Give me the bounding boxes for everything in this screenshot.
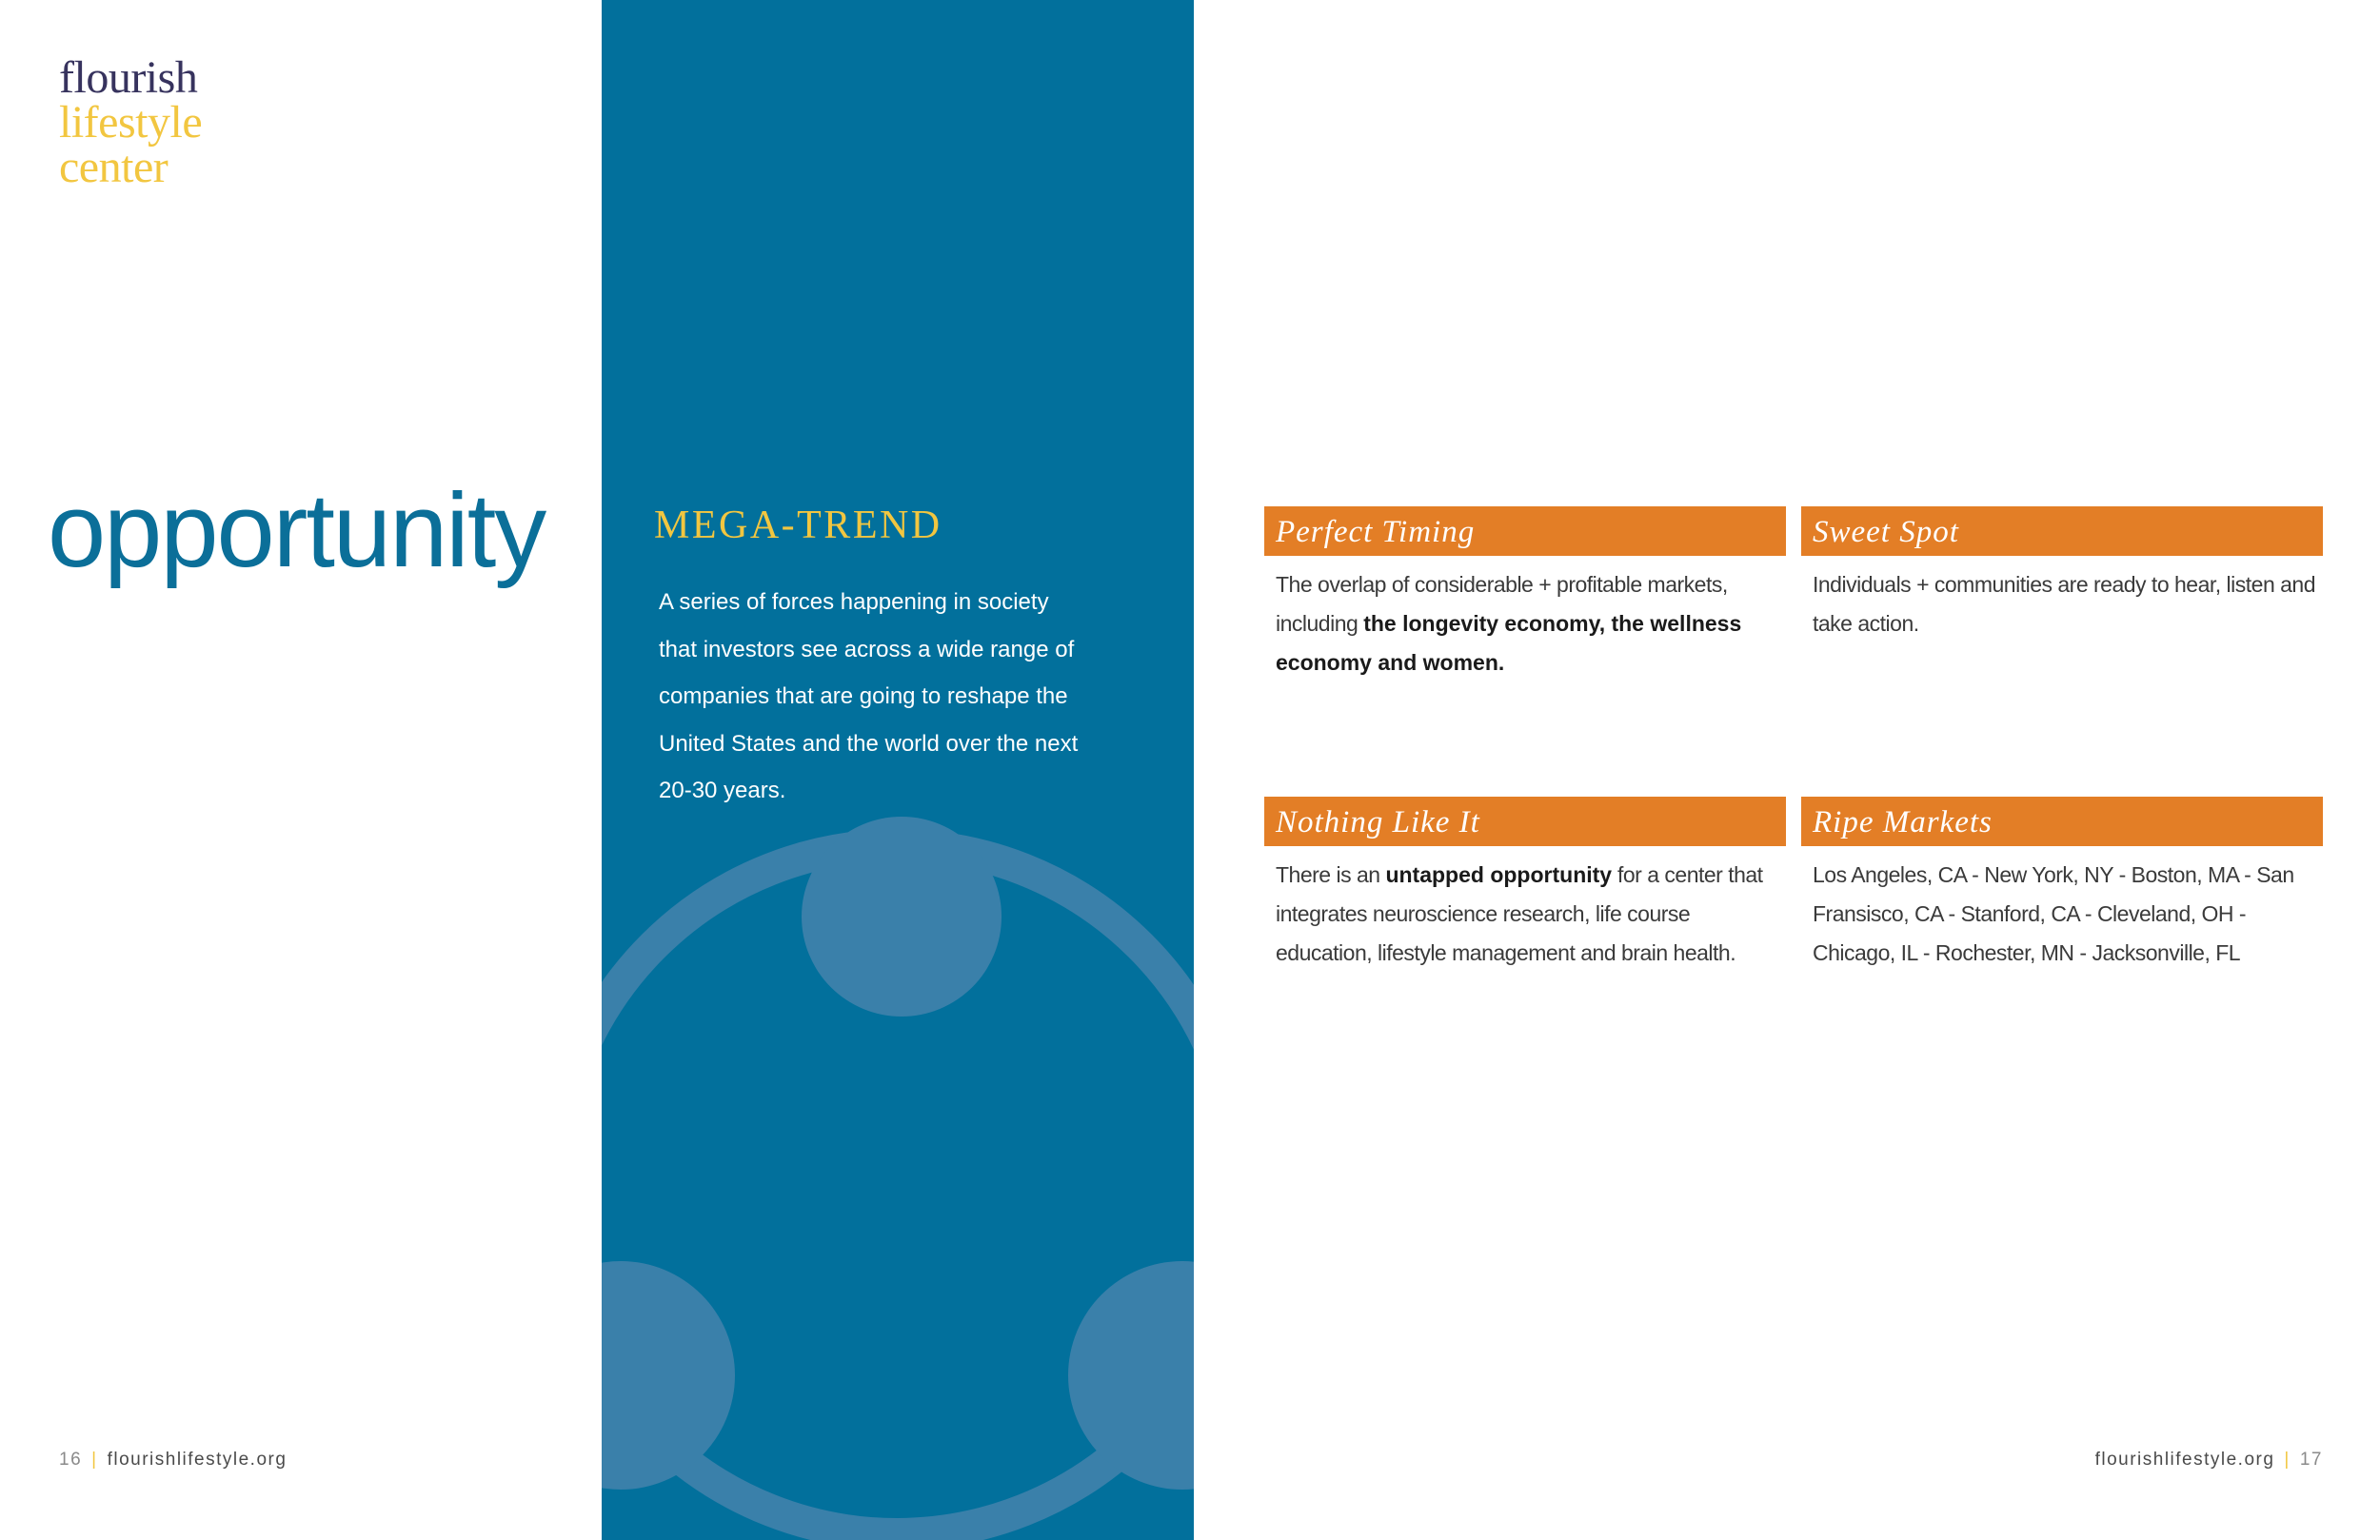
left-node-circle xyxy=(602,1261,735,1490)
logo-word-lifestyle: lifestyle xyxy=(59,97,203,148)
footer-separator: | xyxy=(2284,1450,2291,1470)
page-title: opportunity xyxy=(48,472,545,589)
card-text xyxy=(1264,856,1786,973)
footer-left xyxy=(59,1450,287,1471)
footer-right xyxy=(2095,1450,2323,1471)
top-node-circle xyxy=(802,817,1002,1017)
card-text-bold: untapped opportunity xyxy=(1385,862,1613,887)
card-text xyxy=(1264,565,1786,682)
brand-logo xyxy=(59,52,203,192)
card-text-bold: the longevity economy, the wellness economy and women. xyxy=(1276,611,1742,675)
card-ripe-markets xyxy=(1801,797,2323,973)
footer-separator: | xyxy=(91,1450,98,1470)
logo-word-center: center xyxy=(59,142,169,192)
card-text-plain: The overlap of considerable + profitable markets, including xyxy=(1276,572,1728,636)
right-node-circle xyxy=(1068,1261,1194,1490)
card-nothing-like-it xyxy=(1264,797,1786,973)
page-number-left: 16 xyxy=(59,1450,83,1470)
card-text-plain-after: for a center that integrates neuroscience research, life course education, lifestyle management and brain health. xyxy=(1276,862,1763,965)
footer-site-link[interactable]: flourishlifestyle.org xyxy=(107,1450,288,1470)
card-title: Ripe Markets xyxy=(1801,797,2323,846)
mega-trend-panel xyxy=(602,0,1194,1540)
card-text xyxy=(1801,856,2323,973)
mega-trend-description xyxy=(659,579,1135,815)
card-sweet-spot xyxy=(1801,506,2323,643)
card-title: Nothing Like It xyxy=(1264,797,1786,846)
card-title: Sweet Spot xyxy=(1801,506,2323,556)
card-title: Perfect Timing xyxy=(1264,506,1786,556)
mega-trend-line: A series of forces happening in society xyxy=(659,589,1049,615)
mega-trend-title: MEGA-TREND xyxy=(654,503,942,547)
card-text xyxy=(1801,565,2323,643)
card-text-plain: Individuals + communities are ready to hear, listen and take action. xyxy=(1813,572,2316,636)
mega-trend-line: that investors see across a wide range of xyxy=(659,636,1075,662)
mega-trend-line: 20-30 years. xyxy=(659,778,786,803)
mega-trend-line: companies that are going to reshape the xyxy=(659,683,1068,709)
footer-site-link[interactable]: flourishlifestyle.org xyxy=(2094,1450,2275,1470)
page-number-right: 17 xyxy=(2299,1450,2323,1470)
card-text-plain: Los Angeles, CA - New York, NY - Boston, MA - San Fransisco, CA - Stanford, CA - Cleveland, OH - Chicago, IL - Rochester, MN - Jacksonville, FL xyxy=(1813,862,2294,965)
logo-word-flourish: flourish xyxy=(59,52,198,103)
card-text-plain: There is an xyxy=(1276,862,1386,887)
mega-trend-line: United States and the world over the next xyxy=(659,730,1079,757)
card-perfect-timing xyxy=(1264,506,1786,682)
